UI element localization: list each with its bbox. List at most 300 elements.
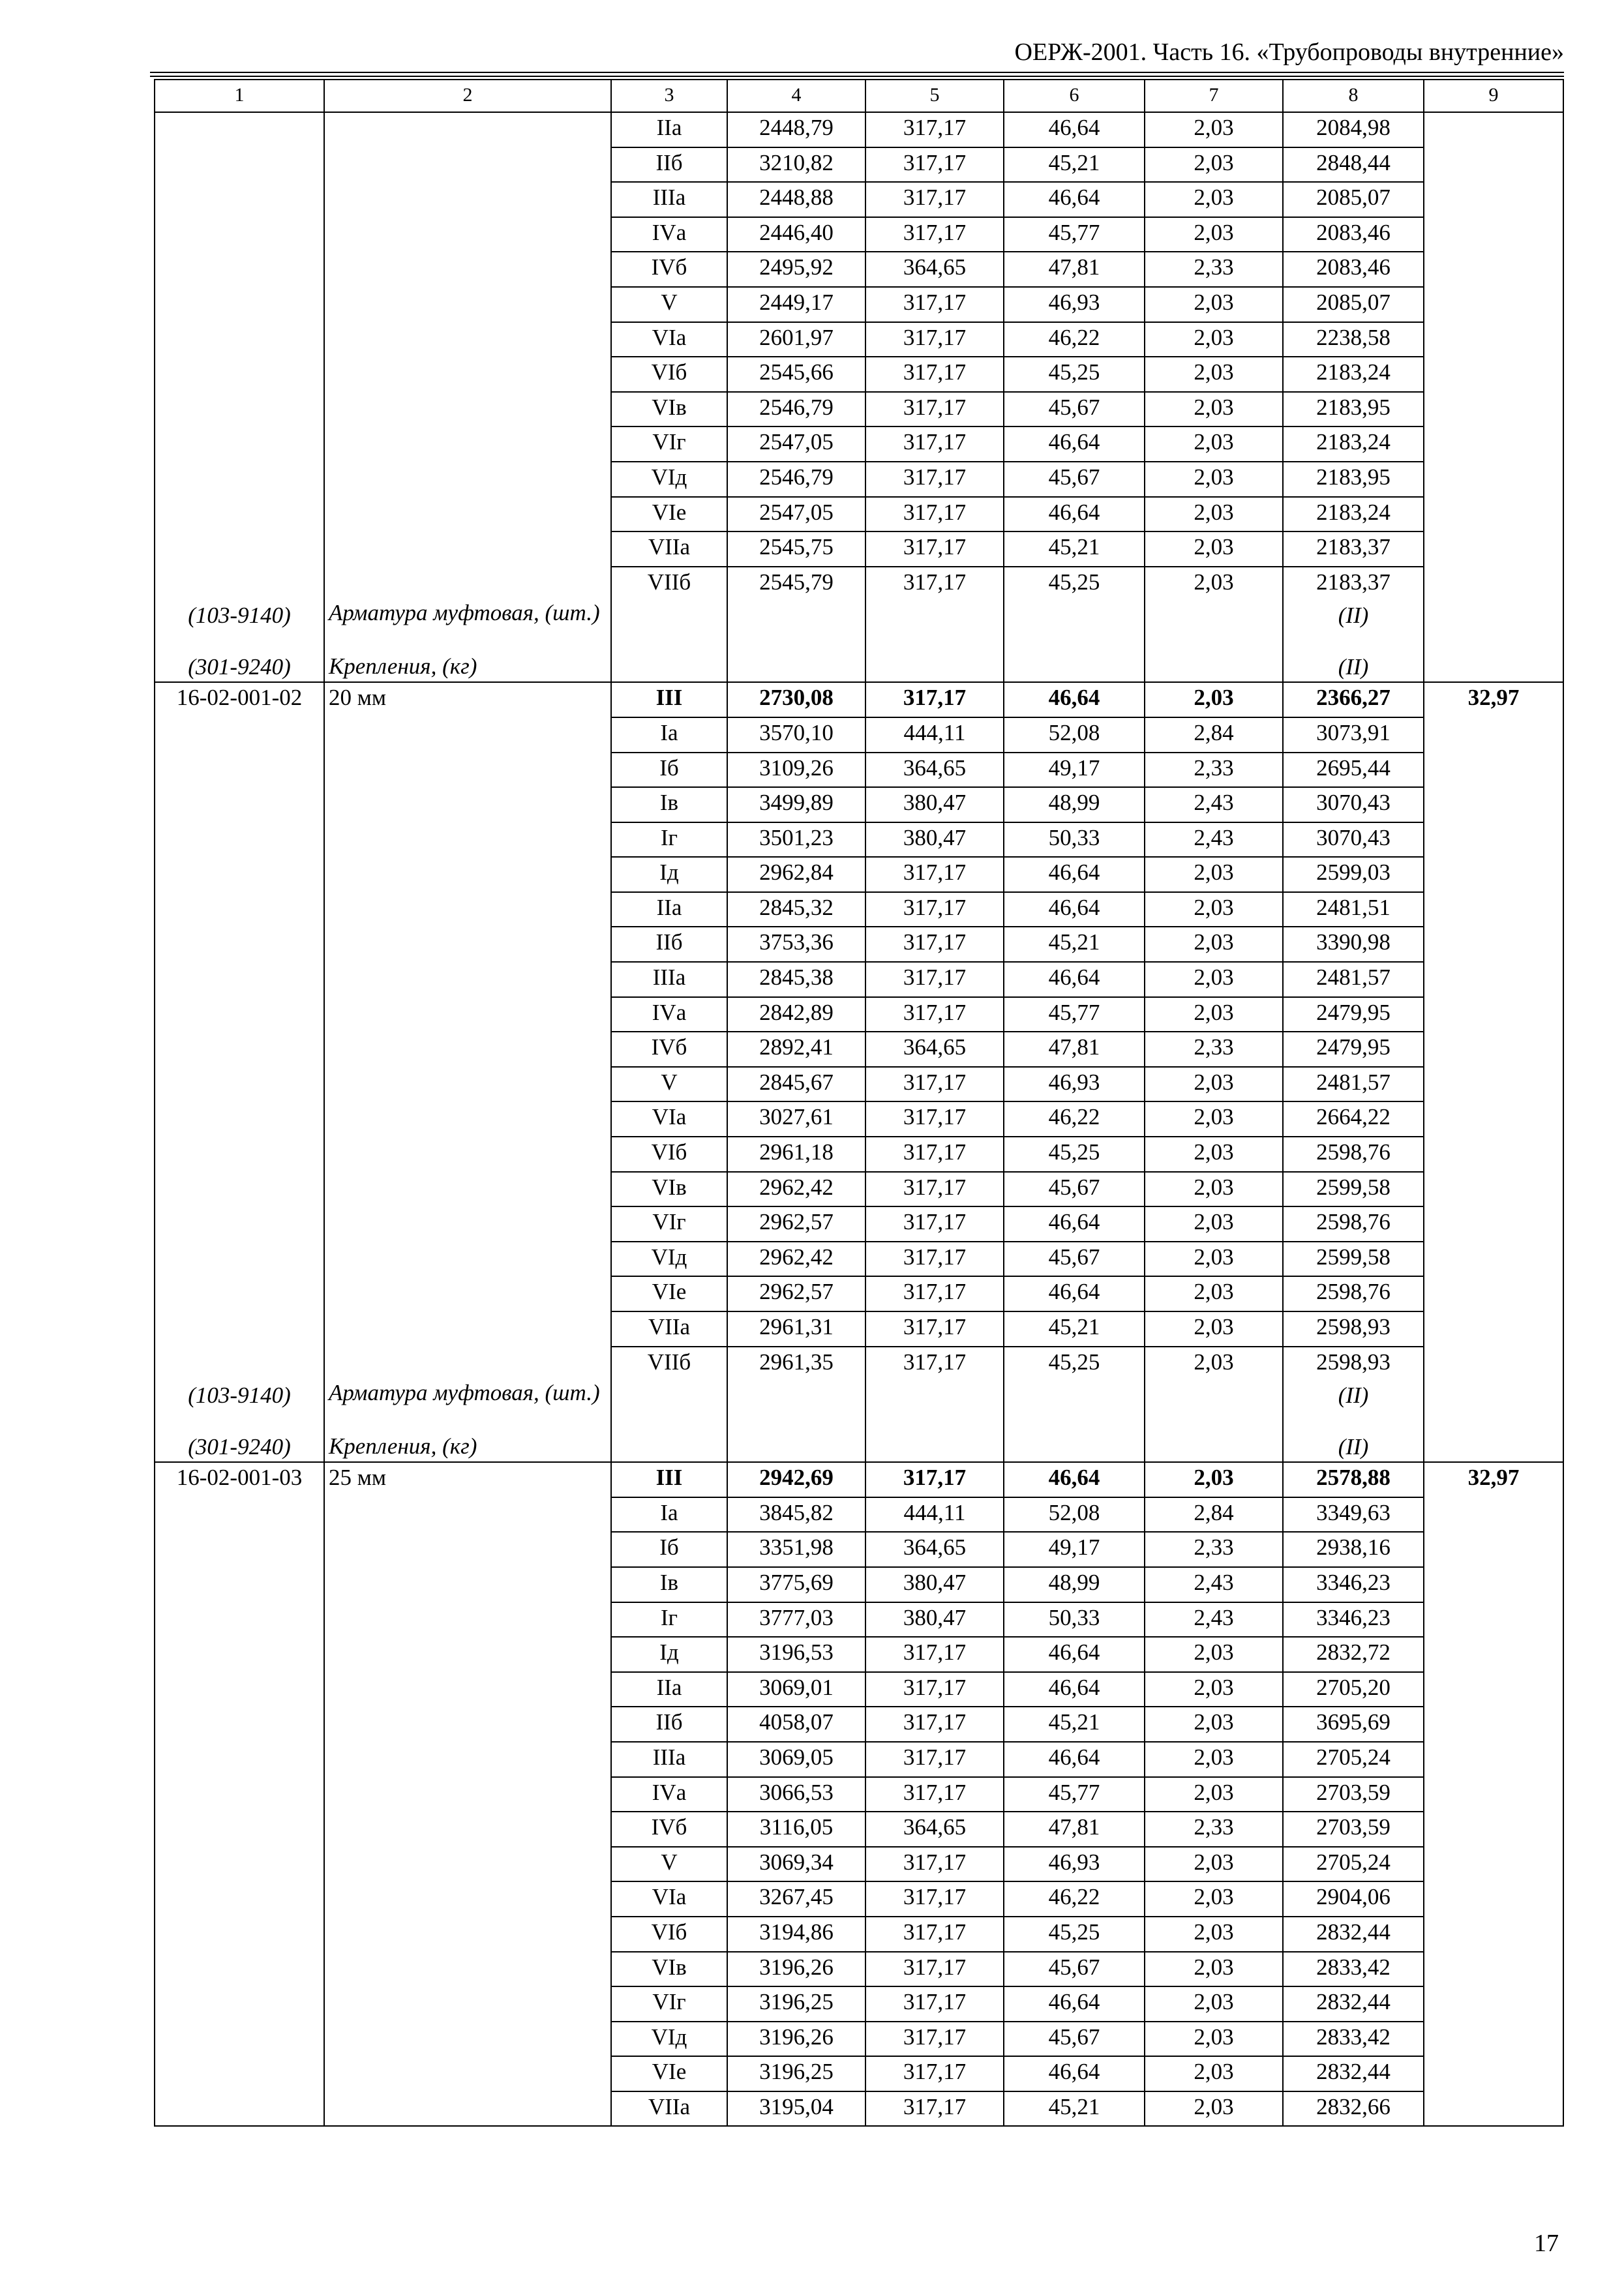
region-zone: VIд [611, 2022, 727, 2057]
table-row [155, 1917, 1563, 1952]
rate-code [155, 497, 324, 532]
labor-hours [1424, 1497, 1563, 1533]
machine-cost: 45,25 [1004, 357, 1145, 392]
table-row [155, 2022, 1563, 2057]
column-number: 3 [611, 80, 727, 112]
machinist-wage: 2,03 [1145, 1986, 1283, 2022]
labor-wage: 317,17 [865, 1742, 1004, 1777]
labor-hours [1424, 497, 1563, 532]
machine-cost: 46,64 [1004, 892, 1145, 927]
materials-cost: 2848,44 [1283, 147, 1424, 183]
labor-hours: 32,97 [1424, 682, 1563, 717]
labor-hours [1424, 2022, 1563, 2057]
materials-cost: 3695,69 [1283, 1707, 1424, 1742]
direct-cost: 3501,23 [727, 822, 865, 858]
materials-cost: 2084,98 [1283, 112, 1424, 147]
direct-cost: 3775,69 [727, 1567, 865, 1602]
machinist-wage: 2,03 [1145, 1672, 1283, 1707]
region-zone: VIв [611, 392, 727, 427]
pipe-diameter [324, 1032, 611, 1067]
pipe-diameter [324, 1206, 611, 1242]
region-zone: IIб [611, 1707, 727, 1742]
machinist-wage: 2,03 [1145, 217, 1283, 252]
rate-code [155, 531, 324, 567]
direct-cost: 2845,67 [727, 1067, 865, 1102]
resource-class: (II) [1283, 1381, 1424, 1434]
labor-wage: 317,17 [865, 682, 1004, 717]
table-row [155, 1172, 1563, 1207]
labor-hours [1424, 1812, 1563, 1847]
machine-cost: 49,17 [1004, 753, 1145, 788]
labor-wage: 380,47 [865, 1567, 1004, 1602]
machine-cost: 45,67 [1004, 462, 1145, 497]
empty-cell [1004, 654, 1145, 682]
direct-cost: 3116,05 [727, 1812, 865, 1847]
machinist-wage: 2,03 [1145, 1952, 1283, 1987]
machinist-wage: 2,03 [1145, 1067, 1283, 1102]
labor-wage: 317,17 [865, 1462, 1004, 1497]
machinist-wage: 2,84 [1145, 717, 1283, 753]
empty-cell [1004, 601, 1145, 654]
table-row [155, 682, 1563, 717]
labor-hours [1424, 1206, 1563, 1242]
region-zone: IVа [611, 1777, 727, 1812]
pipe-diameter [324, 1311, 611, 1347]
labor-wage: 317,17 [865, 1067, 1004, 1102]
pipe-diameter [324, 997, 611, 1032]
pipe-diameter [324, 147, 611, 183]
materials-cost: 2183,24 [1283, 497, 1424, 532]
machinist-wage: 2,03 [1145, 1276, 1283, 1311]
pipe-diameter [324, 392, 611, 427]
machinist-wage: 2,03 [1145, 1172, 1283, 1207]
region-zone: VIIа [611, 1311, 727, 1347]
labor-hours [1424, 322, 1563, 357]
direct-cost: 2545,75 [727, 531, 865, 567]
region-zone: Iа [611, 717, 727, 753]
labor-hours [1424, 857, 1563, 892]
machine-cost: 45,67 [1004, 2022, 1145, 2057]
machinist-wage: 2,03 [1145, 462, 1283, 497]
rate-code [155, 1532, 324, 1567]
table-row [155, 531, 1563, 567]
materials-cost: 2833,42 [1283, 1952, 1424, 1987]
direct-cost: 2942,69 [727, 1462, 865, 1497]
direct-cost: 3351,98 [727, 1532, 865, 1567]
empty-cell [611, 1434, 727, 1462]
machinist-wage: 2,03 [1145, 2056, 1283, 2091]
machine-cost: 45,67 [1004, 1172, 1145, 1207]
table-row [155, 1101, 1563, 1137]
machine-cost: 46,22 [1004, 322, 1145, 357]
labor-wage: 317,17 [865, 426, 1004, 462]
labor-wage: 317,17 [865, 1276, 1004, 1311]
machine-cost: 50,33 [1004, 822, 1145, 858]
labor-wage: 317,17 [865, 1847, 1004, 1882]
pipe-diameter [324, 822, 611, 858]
pipe-diameter [324, 1602, 611, 1638]
header-rule [150, 72, 1564, 77]
direct-cost: 2601,97 [727, 322, 865, 357]
pipe-diameter [324, 1986, 611, 2022]
machine-cost: 46,93 [1004, 287, 1145, 322]
region-zone: Iб [611, 753, 727, 788]
region-zone: IVб [611, 1032, 727, 1067]
rate-code [155, 1172, 324, 1207]
machinist-wage: 2,33 [1145, 1532, 1283, 1567]
labor-hours [1424, 927, 1563, 962]
direct-cost: 2546,79 [727, 462, 865, 497]
machinist-wage: 2,03 [1145, 2091, 1283, 2127]
labor-hours [1424, 1881, 1563, 1917]
machine-cost: 46,64 [1004, 182, 1145, 217]
direct-cost: 3570,10 [727, 717, 865, 753]
region-zone: VIа [611, 1101, 727, 1137]
labor-hours [1424, 112, 1563, 147]
materials-cost: 2479,95 [1283, 1032, 1424, 1067]
pipe-diameter [324, 1952, 611, 1987]
machine-cost: 45,77 [1004, 1777, 1145, 1812]
machinist-wage: 2,03 [1145, 182, 1283, 217]
labor-hours [1424, 1032, 1563, 1067]
materials-cost: 2664,22 [1283, 1101, 1424, 1137]
direct-cost: 3753,36 [727, 927, 865, 962]
labor-hours [1424, 1276, 1563, 1311]
direct-cost: 2730,08 [727, 682, 865, 717]
rate-code [155, 426, 324, 462]
rate-code [155, 1101, 324, 1137]
machinist-wage: 2,03 [1145, 1777, 1283, 1812]
rate-code [155, 892, 324, 927]
resource-note-row [155, 654, 1563, 682]
materials-cost: 3346,23 [1283, 1567, 1424, 1602]
rate-code [155, 1952, 324, 1987]
rates-table [154, 79, 1564, 2127]
empty-cell [865, 654, 1004, 682]
rate-code [155, 1637, 324, 1672]
resource-code: (301-9240) [155, 1434, 324, 1462]
machinist-wage: 2,03 [1145, 1137, 1283, 1172]
direct-cost: 3069,05 [727, 1742, 865, 1777]
machinist-wage: 2,03 [1145, 1242, 1283, 1277]
materials-cost: 2599,58 [1283, 1242, 1424, 1277]
column-numbers-row [155, 80, 1563, 112]
rate-code [155, 252, 324, 287]
region-zone: VIв [611, 1172, 727, 1207]
machinist-wage: 2,03 [1145, 1101, 1283, 1137]
labor-hours [1424, 1637, 1563, 1672]
rate-code [155, 1032, 324, 1067]
pipe-diameter [324, 497, 611, 532]
labor-hours [1424, 147, 1563, 183]
machinist-wage: 2,33 [1145, 252, 1283, 287]
labor-wage: 444,11 [865, 717, 1004, 753]
direct-cost: 2495,92 [727, 252, 865, 287]
labor-wage: 317,17 [865, 1986, 1004, 2022]
materials-cost: 2832,44 [1283, 1986, 1424, 2022]
labor-hours [1424, 426, 1563, 462]
machine-cost: 46,64 [1004, 497, 1145, 532]
column-number: 9 [1424, 80, 1563, 112]
column-number: 6 [1004, 80, 1145, 112]
table-row [155, 357, 1563, 392]
pipe-diameter [324, 357, 611, 392]
table-row [155, 927, 1563, 962]
pipe-diameter [324, 287, 611, 322]
region-zone: VIд [611, 1242, 727, 1277]
direct-cost: 2961,18 [727, 1137, 865, 1172]
direct-cost: 3267,45 [727, 1881, 865, 1917]
machine-cost: 46,64 [1004, 682, 1145, 717]
table-row [155, 1881, 1563, 1917]
pipe-diameter [324, 462, 611, 497]
rate-code [155, 322, 324, 357]
labor-wage: 317,17 [865, 1206, 1004, 1242]
empty-cell [1004, 1381, 1145, 1434]
machine-cost: 45,21 [1004, 531, 1145, 567]
machinist-wage: 2,03 [1145, 927, 1283, 962]
machine-cost: 46,93 [1004, 1847, 1145, 1882]
materials-cost: 2833,42 [1283, 2022, 1424, 2057]
pipe-diameter [324, 1242, 611, 1277]
direct-cost: 2962,84 [727, 857, 865, 892]
table-row [155, 1707, 1563, 1742]
pipe-diameter [324, 1742, 611, 1777]
materials-cost: 2705,24 [1283, 1742, 1424, 1777]
region-zone: Iа [611, 1497, 727, 1533]
empty-cell [727, 601, 865, 654]
labor-hours [1424, 567, 1563, 601]
empty-cell [1424, 654, 1563, 682]
table-row [155, 252, 1563, 287]
empty-cell [727, 1434, 865, 1462]
region-zone: IVа [611, 997, 727, 1032]
labor-wage: 317,17 [865, 217, 1004, 252]
region-zone: VIд [611, 462, 727, 497]
machine-cost: 48,99 [1004, 787, 1145, 822]
direct-cost: 2962,57 [727, 1206, 865, 1242]
labor-hours [1424, 217, 1563, 252]
labor-wage: 317,17 [865, 892, 1004, 927]
direct-cost: 3196,25 [727, 2056, 865, 2091]
labor-wage: 317,17 [865, 287, 1004, 322]
machine-cost: 45,21 [1004, 1311, 1145, 1347]
materials-cost: 2183,95 [1283, 392, 1424, 427]
labor-hours [1424, 1742, 1563, 1777]
resource-name: Арматура муфтовая, (шт.) [324, 1381, 611, 1434]
rate-code [155, 1242, 324, 1277]
table-row [155, 787, 1563, 822]
machine-cost: 46,64 [1004, 112, 1145, 147]
labor-hours [1424, 1917, 1563, 1952]
machine-cost: 46,64 [1004, 426, 1145, 462]
labor-wage: 317,17 [865, 997, 1004, 1032]
materials-cost: 2832,44 [1283, 1917, 1424, 1952]
materials-cost: 2703,59 [1283, 1777, 1424, 1812]
labor-wage: 317,17 [865, 1637, 1004, 1672]
machinist-wage: 2,03 [1145, 2022, 1283, 2057]
machine-cost: 46,93 [1004, 1067, 1145, 1102]
machinist-wage: 2,03 [1145, 357, 1283, 392]
materials-cost: 3390,98 [1283, 927, 1424, 962]
labor-hours [1424, 1347, 1563, 1381]
pipe-diameter [324, 1567, 611, 1602]
resource-note-row [155, 1434, 1563, 1462]
machine-cost: 45,21 [1004, 2091, 1145, 2127]
machinist-wage: 2,03 [1145, 997, 1283, 1032]
table-row [155, 892, 1563, 927]
region-zone: VIб [611, 1917, 727, 1952]
machinist-wage: 2,03 [1145, 682, 1283, 717]
direct-cost: 2962,42 [727, 1172, 865, 1207]
direct-cost: 2892,41 [727, 1032, 865, 1067]
region-zone: VIIа [611, 531, 727, 567]
empty-cell [1424, 1434, 1563, 1462]
pipe-diameter [324, 1672, 611, 1707]
pipe-diameter [324, 1532, 611, 1567]
machinist-wage: 2,03 [1145, 531, 1283, 567]
rate-code [155, 927, 324, 962]
materials-cost: 2598,76 [1283, 1276, 1424, 1311]
machine-cost: 46,64 [1004, 1742, 1145, 1777]
labor-wage: 317,17 [865, 2056, 1004, 2091]
machinist-wage: 2,03 [1145, 1881, 1283, 1917]
pipe-diameter [324, 1637, 611, 1672]
labor-wage: 317,17 [865, 1881, 1004, 1917]
table-row [155, 392, 1563, 427]
table-row [155, 1206, 1563, 1242]
labor-hours [1424, 753, 1563, 788]
machinist-wage: 2,03 [1145, 147, 1283, 183]
machinist-wage: 2,84 [1145, 1497, 1283, 1533]
labor-hours [1424, 1172, 1563, 1207]
labor-hours [1424, 717, 1563, 753]
region-zone: IVб [611, 1812, 727, 1847]
direct-cost: 3069,01 [727, 1672, 865, 1707]
machinist-wage: 2,03 [1145, 962, 1283, 997]
column-number: 8 [1283, 80, 1424, 112]
labor-wage: 364,65 [865, 1532, 1004, 1567]
labor-hours [1424, 531, 1563, 567]
labor-wage: 364,65 [865, 1812, 1004, 1847]
direct-cost: 2545,79 [727, 567, 865, 601]
pipe-diameter [324, 717, 611, 753]
region-zone: V [611, 1067, 727, 1102]
machine-cost: 45,77 [1004, 997, 1145, 1032]
machinist-wage: 2,03 [1145, 112, 1283, 147]
pipe-diameter: 20 мм [324, 682, 611, 717]
materials-cost: 3070,43 [1283, 787, 1424, 822]
labor-wage: 317,17 [865, 1917, 1004, 1952]
empty-cell [1145, 601, 1283, 654]
rate-code [155, 217, 324, 252]
machinist-wage: 2,03 [1145, 567, 1283, 601]
labor-hours [1424, 1532, 1563, 1567]
machinist-wage: 2,03 [1145, 1742, 1283, 1777]
page-number: 17 [1534, 2230, 1559, 2257]
pipe-diameter [324, 1812, 611, 1847]
labor-hours [1424, 1242, 1563, 1277]
machinist-wage: 2,03 [1145, 392, 1283, 427]
region-zone: Iд [611, 857, 727, 892]
labor-hours [1424, 287, 1563, 322]
rate-code [155, 2091, 324, 2127]
rate-code [155, 1777, 324, 1812]
rate-code [155, 1847, 324, 1882]
pipe-diameter [324, 1707, 611, 1742]
table-row [155, 217, 1563, 252]
labor-wage: 317,17 [865, 857, 1004, 892]
table-row [155, 1242, 1563, 1277]
materials-cost: 2598,93 [1283, 1311, 1424, 1347]
machinist-wage: 2,03 [1145, 1637, 1283, 1672]
table-row [155, 717, 1563, 753]
rate-code [155, 1742, 324, 1777]
machine-cost: 48,99 [1004, 1567, 1145, 1602]
table-row [155, 1532, 1563, 1567]
machine-cost: 47,81 [1004, 252, 1145, 287]
materials-cost: 2832,66 [1283, 2091, 1424, 2127]
rate-code [155, 1276, 324, 1311]
machinist-wage: 2,33 [1145, 753, 1283, 788]
labor-hours [1424, 1137, 1563, 1172]
pipe-diameter [324, 857, 611, 892]
resource-name: Крепления, (кг) [324, 1434, 611, 1462]
pipe-diameter [324, 252, 611, 287]
pipe-diameter [324, 2091, 611, 2127]
labor-hours [1424, 1311, 1563, 1347]
region-zone: VIб [611, 1137, 727, 1172]
direct-cost: 3066,53 [727, 1777, 865, 1812]
direct-cost: 3196,26 [727, 1952, 865, 1987]
materials-cost: 3346,23 [1283, 1602, 1424, 1638]
pipe-diameter [324, 1777, 611, 1812]
table-row [155, 1067, 1563, 1102]
pipe-diameter [324, 2022, 611, 2057]
region-zone: IVб [611, 252, 727, 287]
materials-cost: 2904,06 [1283, 1881, 1424, 1917]
machine-cost: 46,22 [1004, 1881, 1145, 1917]
region-zone: IIIа [611, 962, 727, 997]
empty-cell [1424, 601, 1563, 654]
materials-cost: 2183,24 [1283, 357, 1424, 392]
labor-wage: 317,17 [865, 1101, 1004, 1137]
machine-cost: 46,22 [1004, 1101, 1145, 1137]
region-zone: VIг [611, 1986, 727, 2022]
pipe-diameter [324, 1276, 611, 1311]
materials-cost: 2598,76 [1283, 1137, 1424, 1172]
pipe-diameter [324, 1347, 611, 1381]
machinist-wage: 2,03 [1145, 1462, 1283, 1497]
empty-cell [611, 601, 727, 654]
rate-code [155, 357, 324, 392]
labor-hours [1424, 997, 1563, 1032]
table-row [155, 1637, 1563, 1672]
table-row [155, 1812, 1563, 1847]
region-zone: IIIа [611, 182, 727, 217]
labor-hours [1424, 252, 1563, 287]
pipe-diameter [324, 531, 611, 567]
pipe-diameter: 25 мм [324, 1462, 611, 1497]
table-row [155, 1276, 1563, 1311]
labor-wage: 364,65 [865, 252, 1004, 287]
materials-cost: 2598,93 [1283, 1347, 1424, 1381]
pipe-diameter [324, 753, 611, 788]
labor-wage: 317,17 [865, 567, 1004, 601]
resource-note-row [155, 601, 1563, 654]
labor-wage: 317,17 [865, 182, 1004, 217]
region-zone: VIб [611, 357, 727, 392]
